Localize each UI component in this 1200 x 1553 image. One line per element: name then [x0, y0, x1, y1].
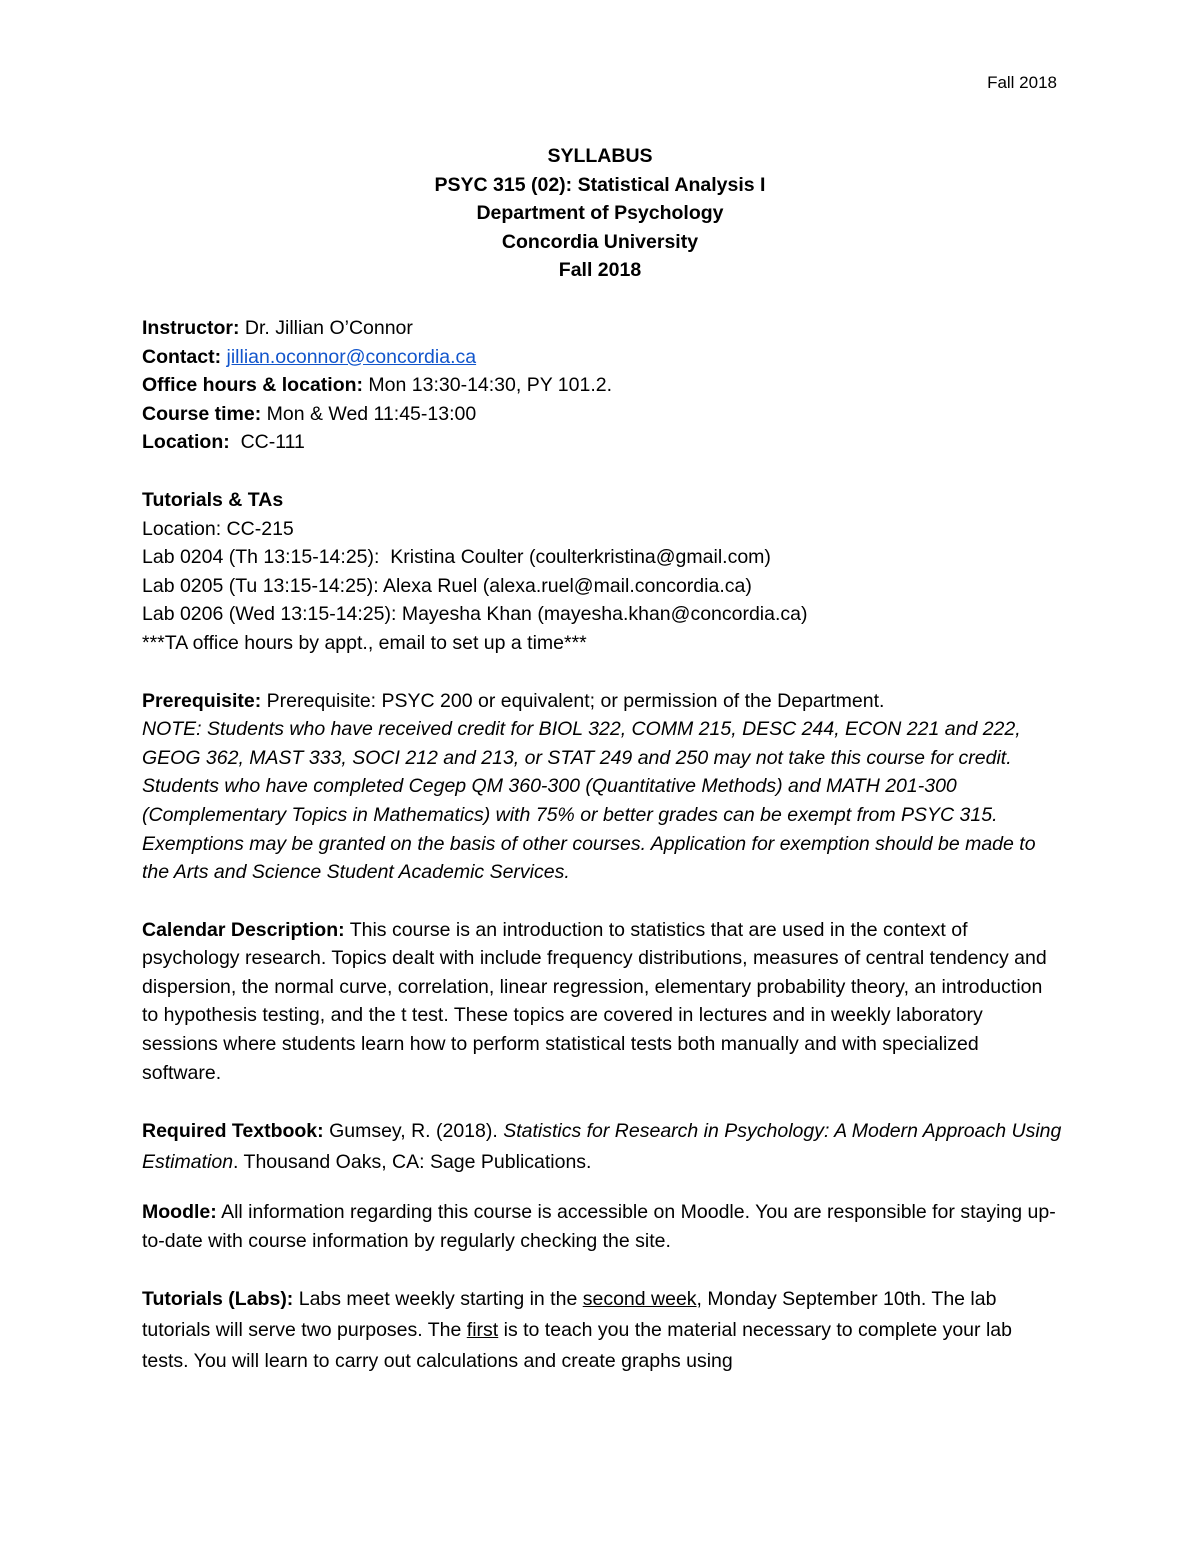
instructor-label: Instructor:	[142, 317, 240, 339]
prerequisite-label: Prerequisite:	[142, 689, 262, 712]
lab-0204: Lab 0204 (Th 13:15-14:25): Kristina Coulter (coulterkristina@gmail.com)	[142, 546, 771, 569]
tutorials-location: Location: CC-215	[142, 517, 294, 540]
prerequisite-note-credit-text: NOTE: Students who have received credit for BIOL 322, COMM 215, DESC 244, ECON 221 and 222, GEOG 362, MAST 333, SOCI 212 and 213, or STAT 249 and 250 may not take this course for credit.	[142, 718, 1021, 769]
title-department: Department of Psychology	[476, 202, 724, 225]
calendar-value: This course is an introduction to statistics that are used in the context of psychology research. Topics dealt with include frequency distributions, measures of central tendency and dispersion, the normal curve, correlation, linear regression, elementary probability theory, an introduction to hypothesis testing, and the t test. These topics are covered in lectures and in weekly laboratory sessions where students learn how to perform statistical tests both manually and with specialized software.	[142, 918, 1047, 1084]
header-term: Fall 2018	[987, 73, 1057, 92]
tutorials-tas-heading-text: Tutorials & TAs	[142, 488, 284, 511]
prerequisite-note-exemption-text: Students who have completed Cegep QM 360-300 (Quantitative Methods) and MATH 201-300 (Complementary Topics in Mathematics) with 75% or better grades can be exempt from PSYC 315. Exemptions may be granted on the basis of other courses. Application for exemption should be made to the Arts and Science Student Academic Services.	[142, 775, 1036, 884]
title-term: Fall 2018	[558, 259, 642, 282]
moodle-value: All information regarding this course is accessible on Moodle. You are responsible for staying up-to-date with course information by regularly checking the site.	[142, 1201, 1056, 1252]
title-course: PSYC 315 (02): Statistical Analysis I	[434, 173, 766, 196]
textbook-title: Statistics for Research in Psychology: A Modern Approach Using Estimation	[142, 1120, 1062, 1174]
tutorials-tas-heading	[142, 486, 1062, 515]
prerequisite-note-credit	[142, 715, 1062, 772]
office-hours-line	[142, 371, 1062, 400]
prerequisite-note-exemption	[142, 772, 1062, 886]
contact-email-link[interactable]: jillian.oconnor@concordia.ca	[226, 345, 477, 368]
contact-label: Contact:	[142, 345, 222, 368]
moodle-label: Moodle:	[142, 1201, 217, 1224]
tutorials-labs-paragraph	[142, 1284, 1062, 1377]
textbook-author: Gumsey, R. (2018).	[323, 1120, 504, 1143]
textbook-publisher: . Thousand Oaks, CA: Sage Publications.	[233, 1151, 592, 1174]
ta-office-hours-note: ***TA office hours by appt., email to set up a time***	[142, 631, 587, 654]
textbook-label: Required Textbook:	[142, 1120, 324, 1143]
second-week-emphasis: second week	[582, 1288, 697, 1311]
tutorials-labs-part1: Labs meet weekly starting in the	[293, 1288, 583, 1311]
location-label: Location:	[142, 431, 230, 454]
office-hours-label: Office hours & location:	[142, 374, 364, 397]
prerequisite-value: Prerequisite: PSYC 200 or equivalent; or permission of the Department.	[261, 689, 885, 712]
lab-0206: Lab 0206 (Wed 13:15-14:25): Mayesha Khan (mayesha.khan@concordia.ca)	[142, 603, 808, 626]
title-syllabus: SYLLABUS	[547, 145, 653, 167]
tutorials-labs-part3: is to teach you the material necessary to complete your lab tests. You will learn to carry out calculations and create graphs using	[142, 1319, 1012, 1373]
tutorials-labs-label: Tutorials (Labs):	[142, 1288, 294, 1311]
prerequisite-line	[142, 687, 1062, 716]
syllabus-title-block	[0, 142, 1200, 285]
lab-0205: Lab 0205 (Tu 13:15-14:25): Alexa Ruel (alexa.ruel@mail.concordia.ca)	[142, 574, 752, 597]
contact-line	[142, 343, 1062, 372]
calendar-description	[142, 916, 1062, 1088]
course-time-line	[142, 400, 1062, 429]
instructor-value: Dr. Jillian O’Connor	[239, 317, 413, 339]
course-time-value: Mon & Wed 11:45-13:00	[261, 402, 477, 425]
required-textbook	[142, 1116, 1062, 1178]
location-value: CC-111	[229, 431, 305, 454]
first-emphasis: first	[466, 1319, 499, 1342]
title-university: Concordia University	[501, 230, 699, 253]
calendar-label: Calendar Description:	[142, 918, 345, 941]
office-hours-value: Mon 13:30-14:30, PY 101.2.	[363, 374, 613, 397]
tutorials-labs-part2: , Monday September 10th. The lab tutorials will serve two purposes. The	[142, 1288, 997, 1342]
course-time-label: Course time:	[142, 402, 262, 425]
moodle-paragraph	[142, 1198, 1062, 1255]
instructor-line	[142, 314, 1062, 343]
syllabus-body	[142, 314, 1062, 1377]
location-line	[142, 428, 1062, 457]
